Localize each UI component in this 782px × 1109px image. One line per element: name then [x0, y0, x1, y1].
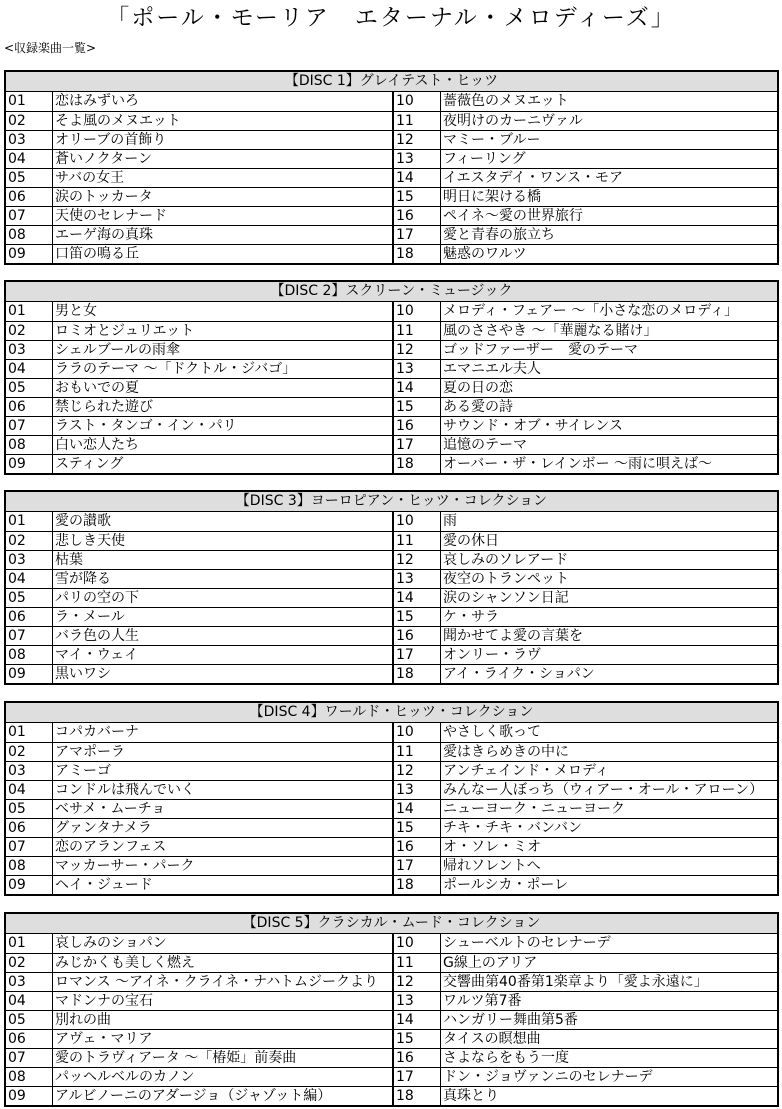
track-number: 17: [394, 226, 441, 244]
track-number: 01: [6, 92, 53, 111]
track-number: 10: [394, 723, 441, 742]
track-number: 07: [6, 207, 53, 225]
track-title: ある愛の詩: [443, 399, 513, 415]
table-row: [6, 550, 777, 569]
track-number: 14: [394, 169, 441, 187]
track-number: 02: [6, 322, 53, 340]
disc-table-4: [4, 701, 779, 896]
track-number: 02: [6, 112, 53, 130]
track-title: バラ色の人生: [53, 627, 394, 645]
track-number: 11: [394, 322, 441, 340]
table-row: [6, 837, 777, 856]
track-title: 天使のセレナード: [53, 207, 394, 225]
disc-header: 【DISC 2】スクリーン・ミュージック: [6, 282, 777, 302]
track-title: ケ・サラ: [443, 609, 499, 625]
track-number: 02: [6, 954, 53, 972]
track-number: 15: [394, 188, 441, 206]
track-number: 08: [6, 857, 53, 875]
track-title: オンリー・ラヴ: [443, 647, 541, 663]
track-title: タイスの瞑想曲: [443, 1031, 541, 1047]
track-number: 16: [394, 1049, 441, 1067]
track-title: ゴッドファーザー 愛のテーマ: [443, 342, 639, 358]
track-number: 08: [6, 1068, 53, 1086]
page-subtitle: <収録楽曲一覧>: [4, 41, 97, 55]
track-number: 18: [394, 1087, 441, 1105]
track-number: 17: [394, 436, 441, 454]
track-title: 魅惑のワルツ: [443, 246, 527, 262]
track-title: 白い恋人たち: [53, 436, 394, 454]
table-row: [6, 359, 777, 378]
track-number: 04: [6, 570, 53, 588]
track-number: 10: [394, 512, 441, 531]
track-title: アマポーラ: [53, 743, 394, 761]
track-title: イエスタデイ・ワンス・モア: [443, 170, 624, 186]
table-row: [6, 244, 777, 263]
table-row: [6, 991, 777, 1010]
track-number: 03: [6, 762, 53, 780]
track-title: 涙のトッカータ: [53, 188, 394, 206]
table-row: [6, 588, 777, 607]
track-number: 13: [394, 360, 441, 378]
track-title: エマニエル夫人: [443, 361, 541, 377]
table-row: [6, 149, 777, 168]
table-row: [6, 818, 777, 837]
track-title: G線上のアリア: [443, 955, 538, 971]
track-title: 明日に架ける橋: [443, 189, 541, 205]
track-title: 夜空のトランペット: [443, 571, 569, 587]
track-number: 12: [394, 341, 441, 359]
track-number: 10: [394, 92, 441, 111]
track-number: 07: [6, 627, 53, 645]
track-title: 薔薇色のメヌエット: [443, 93, 569, 109]
track-title: パッヘルベルのカノン: [53, 1068, 394, 1086]
table-row: [6, 607, 777, 626]
track-number: 15: [394, 1030, 441, 1048]
track-title: 蒼いノクターン: [53, 150, 394, 168]
track-number: 17: [394, 857, 441, 875]
track-title: アミーゴ: [53, 762, 394, 780]
track-number: 11: [394, 954, 441, 972]
track-title: アヴェ・マリア: [53, 1030, 394, 1048]
table-row: [6, 934, 777, 953]
table-row: [6, 225, 777, 244]
track-number: 06: [6, 819, 53, 837]
table-row: [6, 953, 777, 972]
track-title: コパカバーナ: [53, 723, 394, 742]
table-row: [6, 875, 777, 894]
track-title: 雪が降る: [53, 570, 394, 588]
track-title: ロマンス ～アイネ・クライネ・ナハトムジークより: [53, 973, 394, 991]
disc-table-3: [4, 490, 779, 685]
table-row: [6, 397, 777, 416]
table-row: [6, 1067, 777, 1086]
track-title: ラ・メール: [53, 608, 394, 626]
disc-table-2: [4, 280, 779, 475]
track-title: チキ・チキ・バンバン: [443, 820, 583, 836]
track-number: 07: [6, 1049, 53, 1067]
table-row: [6, 302, 777, 321]
table-row: [6, 130, 777, 149]
table-row: [6, 340, 777, 359]
table-row: [6, 569, 777, 588]
track-title: 夏の日の恋: [443, 380, 513, 396]
track-title: みんなー人ぼっち（ウィアー・オール・アローン）: [443, 782, 764, 798]
track-number: 04: [6, 781, 53, 799]
track-title: オリーブの首飾り: [53, 131, 394, 149]
track-number: 03: [6, 973, 53, 991]
track-number: 05: [6, 1011, 53, 1029]
track-number: 16: [394, 417, 441, 435]
table-row: [6, 856, 777, 875]
track-title: ララのテーマ ～「ドクトル・ジバゴ」: [53, 360, 394, 378]
track-title: 聞かせてよ愛の言葉を: [443, 628, 583, 644]
track-title: 愛の讃歌: [53, 512, 394, 531]
track-number: 13: [394, 992, 441, 1010]
track-title: グァンタナメラ: [53, 819, 394, 837]
track-title: マドンナの宝石: [53, 992, 394, 1010]
table-row: [6, 780, 777, 799]
track-number: 16: [394, 838, 441, 856]
track-title: サバの女王: [53, 169, 394, 187]
track-number: 06: [6, 188, 53, 206]
track-title: 禁じられた遊び: [53, 398, 394, 416]
track-number: 09: [6, 876, 53, 894]
track-number: 14: [394, 379, 441, 397]
track-title: ドン・ジョヴァンニのセレナーデ: [443, 1069, 653, 1085]
track-number: 10: [394, 934, 441, 953]
track-number: 07: [6, 838, 53, 856]
track-title: アルビノーニのアダージョ（ジャゾット編）: [53, 1087, 394, 1105]
table-row: [6, 92, 777, 111]
track-number: 02: [6, 532, 53, 550]
track-title: オーバー・ザ・レインボー ～雨に唄えば～: [443, 456, 713, 472]
track-number: 08: [6, 436, 53, 454]
track-title: 帰れソレントへ: [443, 858, 541, 874]
table-row: [6, 664, 777, 683]
track-number: 05: [6, 169, 53, 187]
track-title: ニューヨーク・ニューヨーク: [443, 801, 625, 817]
track-number: 15: [394, 819, 441, 837]
track-number: 04: [6, 360, 53, 378]
track-title: シューベルトのセレナーデ: [443, 935, 611, 951]
track-title: 夜明けのカーニヴァル: [443, 113, 583, 129]
track-number: 05: [6, 589, 53, 607]
track-title: ハンガリー舞曲第5番: [443, 1012, 578, 1028]
table-row: [6, 321, 777, 340]
track-number: 11: [394, 532, 441, 550]
track-number: 11: [394, 743, 441, 761]
track-title: ラスト・タンゴ・イン・パリ: [53, 417, 394, 435]
table-row: [6, 111, 777, 130]
track-title: みじかくも美しく燃え: [53, 954, 394, 972]
track-title: サウンド・オブ・サイレンス: [443, 418, 623, 434]
track-number: 15: [394, 608, 441, 626]
track-number: 13: [394, 570, 441, 588]
track-number: 13: [394, 781, 441, 799]
track-title: ワルツ第7番: [443, 993, 522, 1009]
track-number: 09: [6, 665, 53, 683]
table-row: [6, 1029, 777, 1048]
table-row: [6, 626, 777, 645]
track-number: 03: [6, 131, 53, 149]
track-title: ペイネ～愛の世界旅行: [443, 208, 583, 224]
table-row: [6, 742, 777, 761]
track-title: マイ・ウェイ: [53, 646, 394, 664]
disc-table-5: [4, 912, 779, 1107]
disc-header: 【DISC 3】ヨーロピアン・ヒッツ・コレクション: [6, 492, 777, 512]
track-number: 18: [394, 665, 441, 683]
track-title: さよならをもう一度: [443, 1050, 569, 1066]
track-title: ベサメ・ムーチョ: [53, 800, 394, 818]
track-title: 口笛の鳴る丘: [53, 245, 394, 263]
track-title: マミー・ブルー: [443, 132, 541, 148]
track-title: 愛の休日: [443, 533, 499, 549]
track-number: 12: [394, 973, 441, 991]
table-row: [6, 723, 777, 742]
track-number: 18: [394, 245, 441, 263]
track-title: やさしく歌って: [443, 724, 541, 740]
table-row: [6, 1086, 777, 1105]
track-number: 11: [394, 112, 441, 130]
track-title: パリの空の下: [53, 589, 394, 607]
track-title: コンドルは飛んでいく: [53, 781, 394, 799]
track-number: 07: [6, 417, 53, 435]
track-title: エーゲ海の真珠: [53, 226, 394, 244]
track-number: 09: [6, 245, 53, 263]
track-title: シェルブールの雨傘: [53, 341, 394, 359]
track-number: 18: [394, 455, 441, 473]
track-title: 雨: [443, 513, 457, 529]
disc-header: 【DISC 4】ワールド・ヒッツ・コレクション: [6, 703, 777, 723]
disc-header: 【DISC 1】グレイテスト・ヒッツ: [6, 72, 777, 92]
track-number: 13: [394, 150, 441, 168]
track-number: 12: [394, 551, 441, 569]
table-row: [6, 531, 777, 550]
track-number: 05: [6, 379, 53, 397]
track-title: 男と女: [53, 302, 394, 321]
track-title: 恋はみずいろ: [53, 92, 394, 111]
track-number: 17: [394, 646, 441, 664]
track-number: 09: [6, 1087, 53, 1105]
track-title: おもいでの夏: [53, 379, 394, 397]
table-row: [6, 168, 777, 187]
table-row: [6, 1048, 777, 1067]
track-title: 涙のシャンソン日記: [443, 590, 569, 606]
track-number: 12: [394, 762, 441, 780]
track-number: 14: [394, 589, 441, 607]
track-number: 01: [6, 302, 53, 321]
track-number: 08: [6, 226, 53, 244]
track-title: アンチェインド・メロディ: [443, 763, 609, 779]
track-title: ヘイ・ジュード: [53, 876, 394, 894]
track-number: 03: [6, 341, 53, 359]
track-number: 08: [6, 646, 53, 664]
track-title: 黒いワシ: [53, 665, 394, 683]
track-number: 06: [6, 608, 53, 626]
disc-header: 【DISC 5】クラシカル・ムード・コレクション: [6, 914, 777, 934]
track-title: 哀しみのショパン: [53, 934, 394, 953]
table-row: [6, 454, 777, 473]
table-row: [6, 645, 777, 664]
track-number: 14: [394, 1011, 441, 1029]
track-title: フィーリング: [443, 151, 526, 167]
track-number: 14: [394, 800, 441, 818]
table-row: [6, 761, 777, 780]
track-number: 06: [6, 1030, 53, 1048]
track-title: 風のささやき ～「華麗なる賭け」: [443, 323, 658, 339]
track-number: 16: [394, 207, 441, 225]
track-number: 01: [6, 934, 53, 953]
track-title: アイ・ライク・ショパン: [443, 666, 595, 682]
table-row: [6, 187, 777, 206]
track-title: 哀しみのソレアード: [443, 552, 569, 568]
track-title: 悲しき天使: [53, 532, 394, 550]
track-number: 05: [6, 800, 53, 818]
track-title: メロディ・フェアー ～「小さな恋のメロディ」: [443, 303, 739, 319]
table-row: [6, 1010, 777, 1029]
track-title: ポールシカ・ポーレ: [443, 877, 569, 893]
disc-table-1: [4, 70, 779, 265]
track-number: 18: [394, 876, 441, 894]
track-number: 12: [394, 131, 441, 149]
table-row: [6, 512, 777, 531]
track-number: 10: [394, 302, 441, 321]
track-title: 別れの曲: [53, 1011, 394, 1029]
track-number: 16: [394, 627, 441, 645]
track-number: 15: [394, 398, 441, 416]
track-title: 愛のトラヴィアータ ～「椿姫」前奏曲: [53, 1049, 394, 1067]
track-title: 交響曲第40番第1楽章より「愛よ永遠に」: [443, 974, 708, 990]
track-title: 愛と青春の旅立ち: [443, 227, 555, 243]
track-number: 09: [6, 455, 53, 473]
table-row: [6, 206, 777, 225]
track-title: そよ風のメヌエット: [53, 112, 394, 130]
track-title: マッカーサー・パーク: [53, 857, 394, 875]
track-title: 恋のアランフェス: [53, 838, 394, 856]
track-number: 01: [6, 512, 53, 531]
track-title: オ・ソレ・ミオ: [443, 839, 541, 855]
track-number: 04: [6, 150, 53, 168]
track-title: スティング: [53, 455, 394, 473]
track-number: 01: [6, 723, 53, 742]
table-row: [6, 378, 777, 397]
table-row: [6, 416, 777, 435]
track-title: 追憶のテーマ: [443, 437, 527, 453]
track-number: 02: [6, 743, 53, 761]
track-number: 17: [394, 1068, 441, 1086]
track-number: 04: [6, 992, 53, 1010]
track-number: 06: [6, 398, 53, 416]
table-row: [6, 435, 777, 454]
table-row: [6, 799, 777, 818]
track-title: ロミオとジュリエット: [53, 322, 394, 340]
track-title: 真珠とり: [443, 1088, 499, 1104]
page-title: 「ポール・モーリア エターナル・メロディーズ」: [106, 5, 676, 31]
track-title: 枯葉: [53, 551, 394, 569]
table-row: [6, 972, 777, 991]
track-number: 03: [6, 551, 53, 569]
track-title: 愛はきらめきの中に: [443, 744, 569, 760]
